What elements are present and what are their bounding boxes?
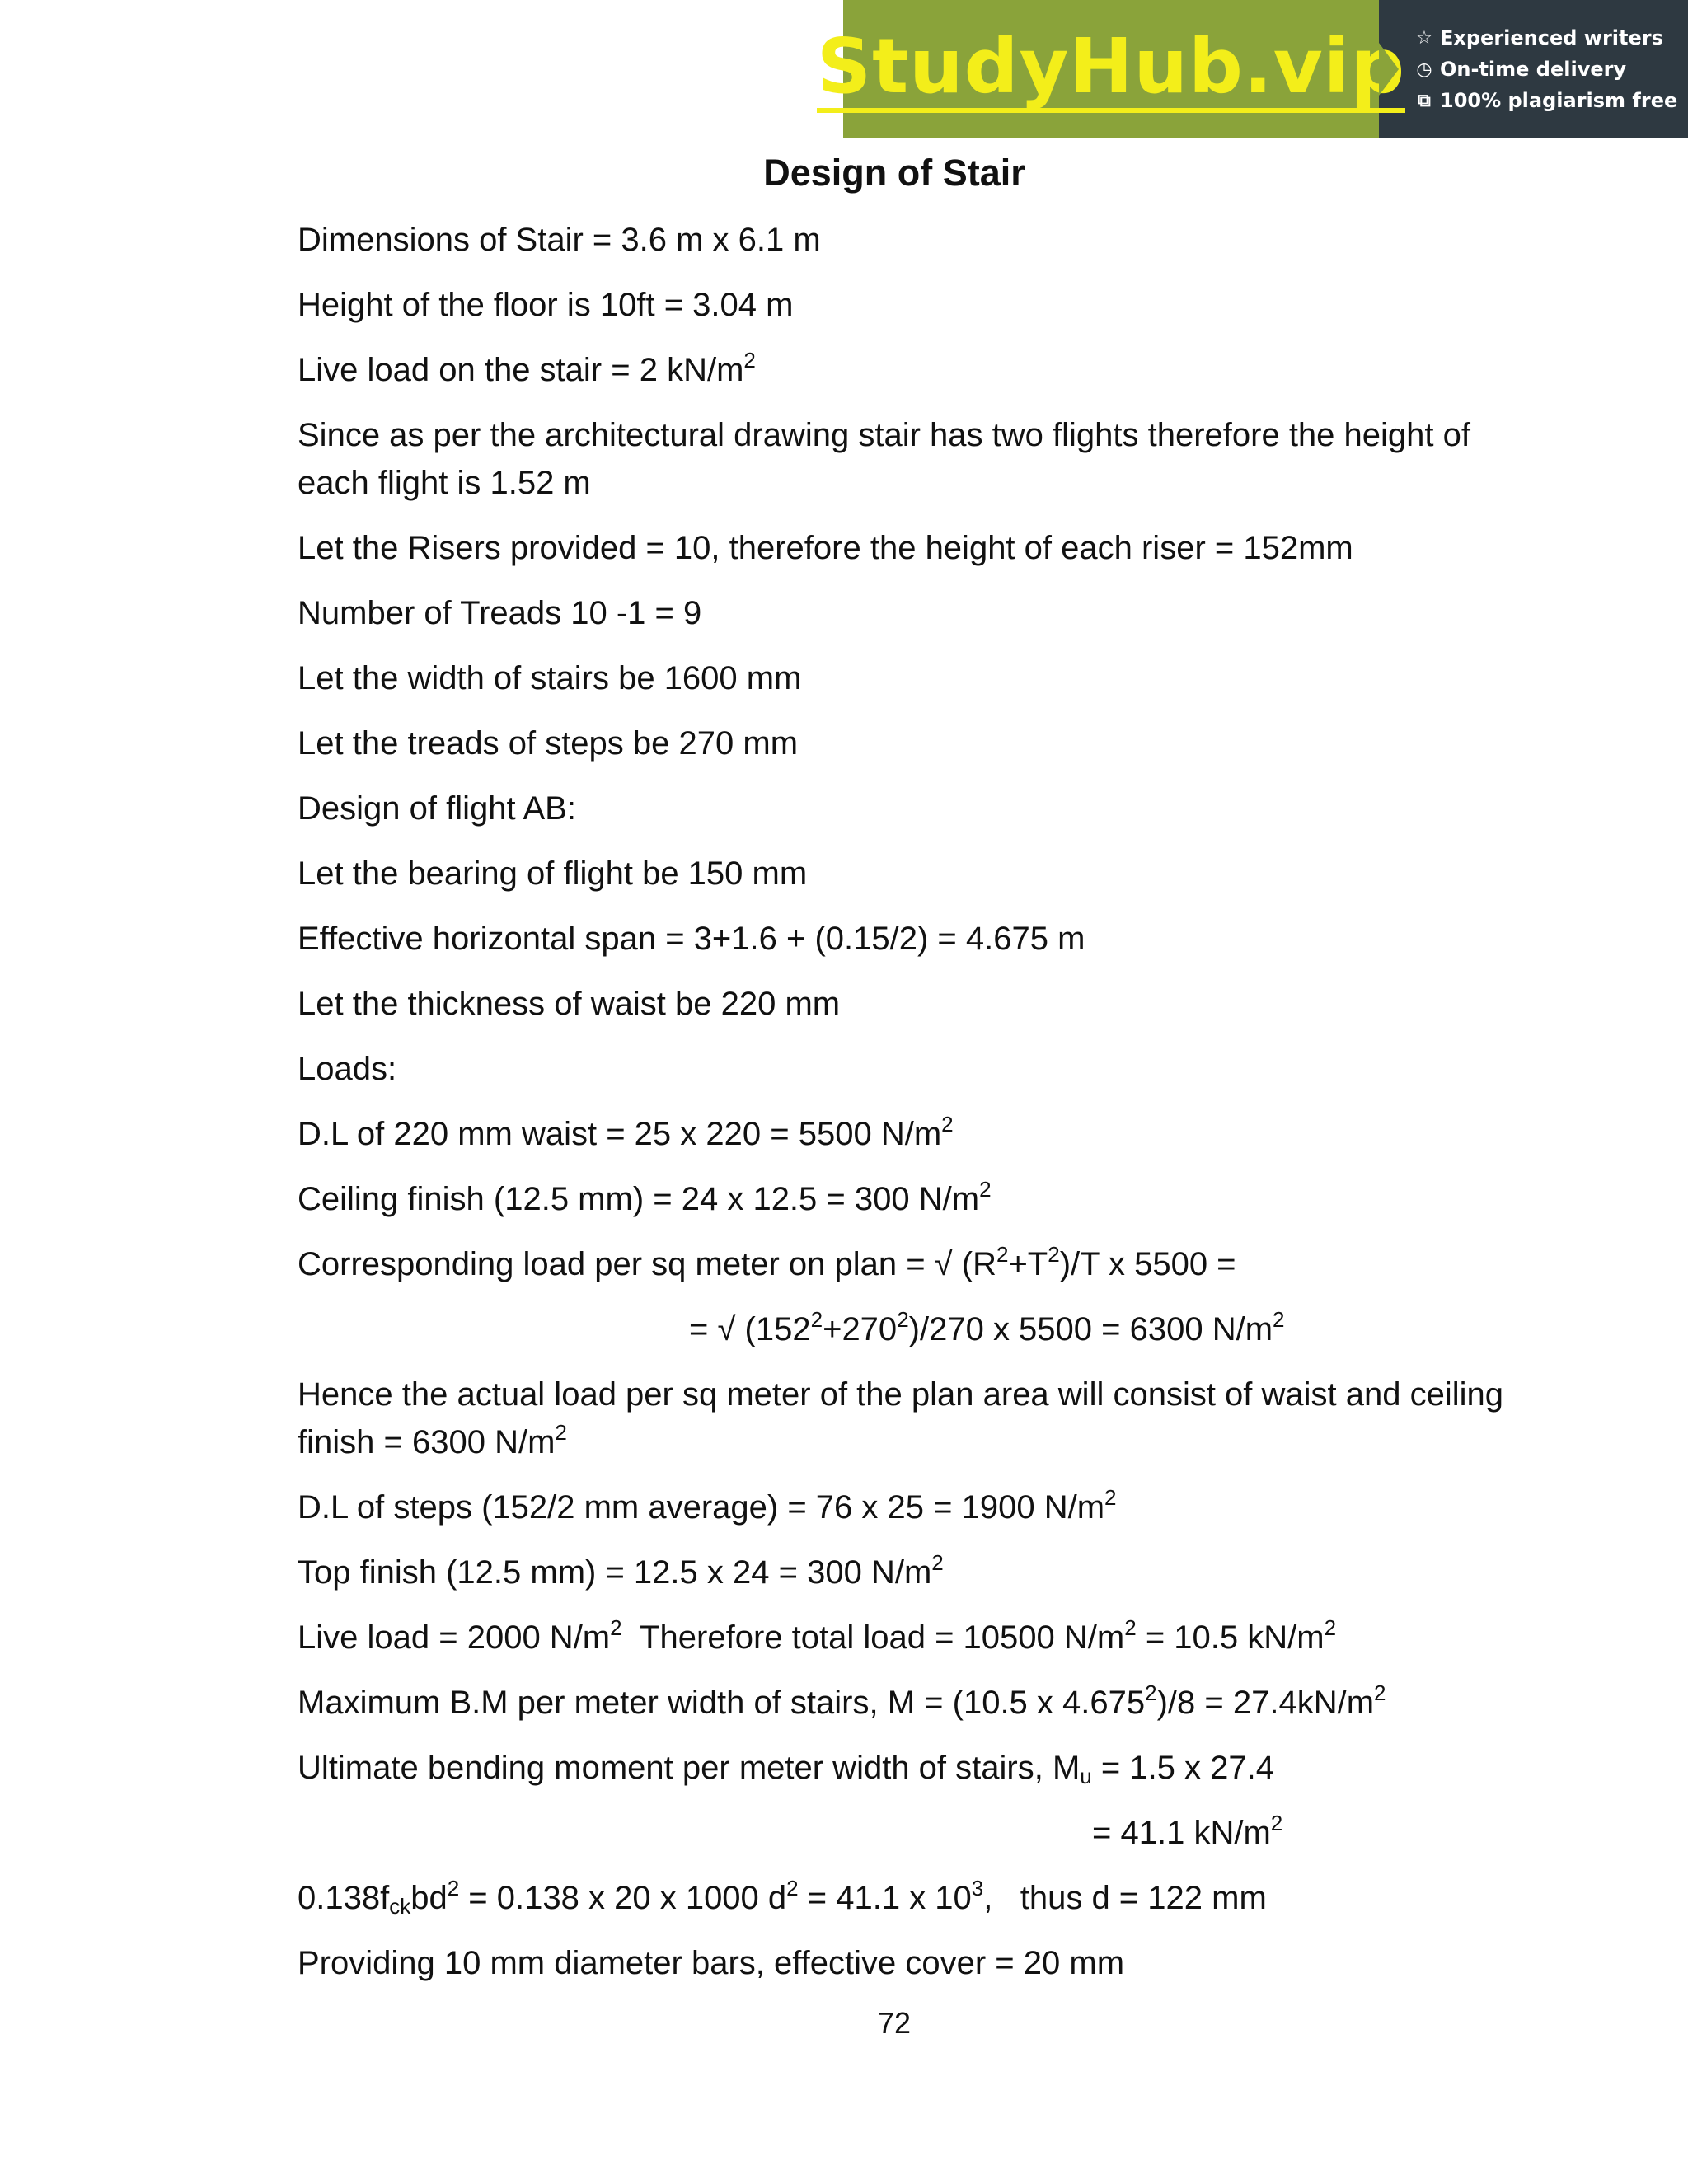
text-paragraph: Since as per the architectural drawing stair has two flights therefore the height of each flight is 1.52 m — [298, 417, 1470, 501]
formula-line: Ultimate bending moment per meter width of stairs, $M_u = 1.5$ x 27.4 — [298, 1750, 1275, 1788]
feature-item — [1415, 26, 1688, 49]
text-line: Let the Risers provided = 10, therefore the height of each riser = 152mm — [298, 530, 1353, 566]
clock-icon: ◷ — [1416, 59, 1432, 80]
text-line: Let the thickness of waist be 220 mm — [298, 986, 841, 1022]
text-line: Live load on the stair = 2 $kN/m^2$ — [298, 348, 756, 388]
text-line: D.L of 220 mm waist = 25 x 220 = 5500 $N/m^2$ — [298, 1112, 954, 1152]
formula-line: $0.138f_{ck}bd^2 = 0.138$ x 20 x 1000 $d^2 = 41.1$ x $10^3$, thus d = 122 mm — [298, 1876, 1267, 1919]
logo-panel — [816, 0, 1406, 138]
studyhub-logo: StudyHub.vip — [817, 26, 1405, 113]
text-line: Effective horizontal span = 3+1.6 + (0.15/2) = 4.675 m — [298, 921, 1085, 957]
text-line: Let the bearing of flight be 150 mm — [298, 855, 808, 892]
text-line: Number of Treads 10 -1 = 9 — [298, 595, 702, 631]
section-heading: Loads: — [298, 1051, 397, 1087]
text-line: Top finish (12.5 mm) = 12.5 x 24 = 300 $N/m^2$ — [298, 1550, 944, 1591]
text-line: Let the width of stairs be 1600 mm — [298, 660, 802, 696]
formula-line: = √ $(152^2+270^2)/270$ x 5500 = 6300 $N/m^2$ — [689, 1307, 1285, 1347]
text-paragraph: Hence the actual load per sq meter of the plan area will consist of waist and ceiling finish = 6300 $N/m^2$ — [298, 1376, 1504, 1460]
feature-label: On-time delivery — [1440, 58, 1627, 81]
text-line: Let the treads of steps be 270 mm — [298, 725, 799, 762]
feature-label: 100% plagiarism free — [1440, 89, 1678, 112]
text-line: Ceiling finish (12.5 mm) = 24 x 12.5 = 300 $N/m^2$ — [298, 1177, 992, 1217]
studyhub-banner[interactable] — [816, 0, 1688, 138]
formula-line: Maximum B.M per meter width of stairs, M = (10.5 x $4.675^2)/8 = 27.4kN/m^2$ — [298, 1680, 1386, 1721]
document-body — [298, 216, 1509, 2004]
formula-line: = 41.1 $kN/m^2$ — [1092, 1811, 1283, 1851]
text-line: Live load = 2000 $N/m^2$ Therefore total load = 10500 $N/m^2 = 10.5$ $kN/m^2$ — [298, 1615, 1337, 1656]
page-number: 72 — [877, 2006, 912, 2040]
feature-item — [1415, 58, 1688, 81]
text-line: D.L of steps (152/2 mm average) = 76 x 25 = 1900 $N/m^2$ — [298, 1485, 1117, 1526]
feature-label: Experienced writers — [1440, 26, 1663, 49]
star-icon: ☆ — [1416, 27, 1432, 49]
section-heading: Design of flight AB: — [298, 790, 576, 827]
text-line: Providing 10 mm diameter bars, effective cover = 20 mm — [298, 1945, 1125, 1981]
text-line: Height of the floor is 10ft = 3.04 m — [298, 287, 794, 323]
text-line: Dimensions of Stair = 3.6 m x 6.1 m — [298, 222, 821, 258]
formula-line: Corresponding load per sq meter on plan = √ $(R^2+T^2)/T$ x 5500 = — [298, 1242, 1236, 1282]
feature-item — [1415, 89, 1688, 112]
page-title: Design of Stair — [763, 152, 1025, 194]
copy-check-icon: ⧉ — [1418, 90, 1431, 111]
features-panel — [1379, 0, 1688, 138]
